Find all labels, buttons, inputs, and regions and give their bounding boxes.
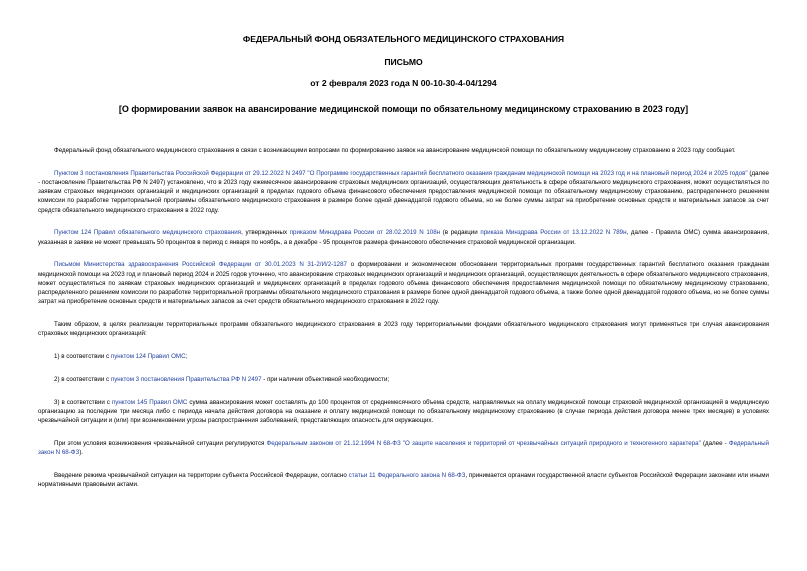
paragraph-emergency-law — [38, 439, 769, 457]
link-order-789n[interactable]: приказа Минздрава России от 13.12.2022 N 789н — [480, 229, 627, 237]
paragraph-text: - при наличии объективной необходимости; — [261, 375, 390, 383]
paragraph-text: Введение режима чрезвычайной ситуации на территории субъекта Российской Федерации, согласно — [54, 471, 349, 479]
link-letter-minzdrav[interactable]: Письмом Министерства здравоохранения Российской Федерации от 30.01.2023 N 31-2/И/2-1287 — [54, 261, 347, 269]
link-resolution-2497[interactable]: Пунктом 3 постановления Правительства Российской Федерации от 29.12.2022 N 2497 "О Программе государственных гарантий бесплатного оказания гражданам медицинской помощи на 2023 год и на плановый период 2024 и 2025 годов" — [54, 169, 748, 177]
link-law-68fz[interactable]: Федеральным законом от 21.12.1994 N 68-ФЗ "О защите населения и территорий от чрезвычайных ситуаций природного и техногенного характера" — [266, 439, 701, 447]
paragraph-text: Федеральный фонд обязательного медицинского страхования в связи с возникающими вопросами по формированию заявок на авансирование медицинской помощи по обязательному медицинскому страхованию в 2023 году сообщает. — [54, 147, 736, 154]
paragraph-intro — [38, 146, 769, 155]
paragraph-text: о формировании и экономическом обосновании территориальных программ государственных гарантий бесплатного оказания гражданам медицинской помощи на 2023 год и плановый период 2024 и 2025 годов уточнено, что авансирование страховых медицинских организаций и медицинских организаций, осуществляющих деятельность в сфере обязательного медицинского страхования, может осуществляться по заявкам страховых медицинских организаций и медицинских организаций в пределах годового объема финансового обеспечения предоставления медицинской помощи по обязательному медицинскому страхованию, распределенного решением комиссии по разработке территориальной программы обязательного медицинского страхования в размере более одной двенадцатой годового объема, а также более одной двенадцатой годового объема, но не более суммы затрат на приобретение основных средств и материальных запасов за счет средств обязательного медицинского страхования в 2022 году. — [38, 261, 769, 306]
link-law-68fz-short[interactable]: Федеральный закон N 68-ФЗ — [38, 439, 769, 457]
paragraph-emergency-regime — [38, 471, 769, 489]
paragraph-text: (далее - постановление Правительства РФ N 2497) установлено, что в 2023 году ежемесячное авансирование страховых медицинских организаций, осуществляющих деятельность в сфере обязательного медицинского страхования, может осуществляться по заявкам страховых медицинских организаций и медицинских организаций в пределах годового объема финансового обеспечения предоставления медицинской помощи по обязательному медицинскому страхованию, распределенного решением комиссии по разработке территориальной программы обязательного медицинского страхования в размере более одной двенадцатой годового объема, но не более суммы затрат на приобретение основных средств и материальных запасов за счет средств обязательного медицинского страхования в 2022 году. — [38, 169, 769, 214]
paragraph-case-3 — [38, 398, 769, 426]
paragraph-text: При этом условия возникновения чрезвычайной ситуации регулируются — [54, 439, 267, 447]
paragraph-text: 1) в соответствии с — [54, 353, 111, 361]
link-rules-145[interactable]: пунктом 145 Правил ОМС — [111, 398, 188, 406]
paragraph-case-2 — [38, 375, 769, 384]
document-body — [38, 146, 769, 503]
document-org: ФЕДЕРАЛЬНЫЙ ФОНД ОБЯЗАТЕЛЬНОГО МЕДИЦИНСКОГО СТРАХОВАНИЯ — [242, 34, 565, 44]
link-rules-124-short[interactable]: пунктом 124 Правил ОМС — [110, 353, 186, 361]
paragraph-text: Таким образом, в целях реализации территориальных программ обязательного медицинского страхования в 2023 году территориальными фондами обязательного медицинского страхования могут применяться три случая авансирования страховых медицинских организаций: — [38, 321, 769, 338]
paragraph-text: , далее - Правила ОМС) сумма авансирования, указанная в заявке не может превышать 50 процентов в период с января по ноябрь, а в декабре - 95 процентов размера финансового обеспечения страховой медицинской организации. — [38, 229, 769, 246]
paragraph-text: 3) в соответствии с — [54, 398, 112, 406]
paragraph-case-1 — [38, 352, 769, 361]
link-rules-124[interactable]: Пунктом 124 Правил обязательного медицинского страхования — [54, 229, 242, 237]
paragraph-resolution-2497 — [38, 169, 769, 215]
paragraph-text: , утвержденных — [241, 229, 290, 237]
paragraph-letter-minzdrav — [38, 260, 769, 306]
link-order-108n[interactable]: приказом Минздрава России от 28.02.2019 N 108н — [289, 229, 441, 237]
paragraph-text: ). — [79, 449, 83, 457]
paragraph-text: ; — [185, 353, 188, 361]
document-date-number: от 2 февраля 2023 года N 00-10-30-4-04/1294 — [310, 78, 497, 88]
document-subject: [О формировании заявок на авансирование медицинской помощи по обязательному медицинскому страхованию в 2023 году] — [118, 104, 689, 114]
paragraph-text: (в редакции — [440, 229, 481, 237]
link-article-11[interactable]: статьи 11 Федерального закона N 68-ФЗ — [348, 471, 466, 479]
paragraph-text: 2) в соответствии с — [54, 375, 111, 383]
paragraph-text: , принимается органами государственной власти субъектов Российской Федерации законами или иными нормативными правовыми актами. — [38, 471, 769, 489]
paragraph-text: сумма авансирования может составлять до 100 процентов от среднемесячного объема средств, направляемых на оплату медицинской помощи страховой медицинской организацией в медицинскую организацию за последние три месяца либо с периода начала действия договора на оказание и оплату медицинской помощи по обязательному медицинскому страхованию (в случае периода действия договора менее трех месяцев) в условиях чрезвычайной ситуации и (или) при возникновении угрозы распространения заболеваний, представляющих опасность для окружающих. — [38, 398, 770, 425]
link-resolution-2497-short[interactable]: пунктом 3 постановления Правительства РФ N 2497 — [110, 375, 262, 383]
paragraph-rules-124 — [38, 228, 769, 246]
paragraph-text: (далее - — [700, 439, 729, 447]
document-kind: ПИСЬМО — [384, 57, 423, 67]
paragraph-summary — [38, 320, 769, 338]
